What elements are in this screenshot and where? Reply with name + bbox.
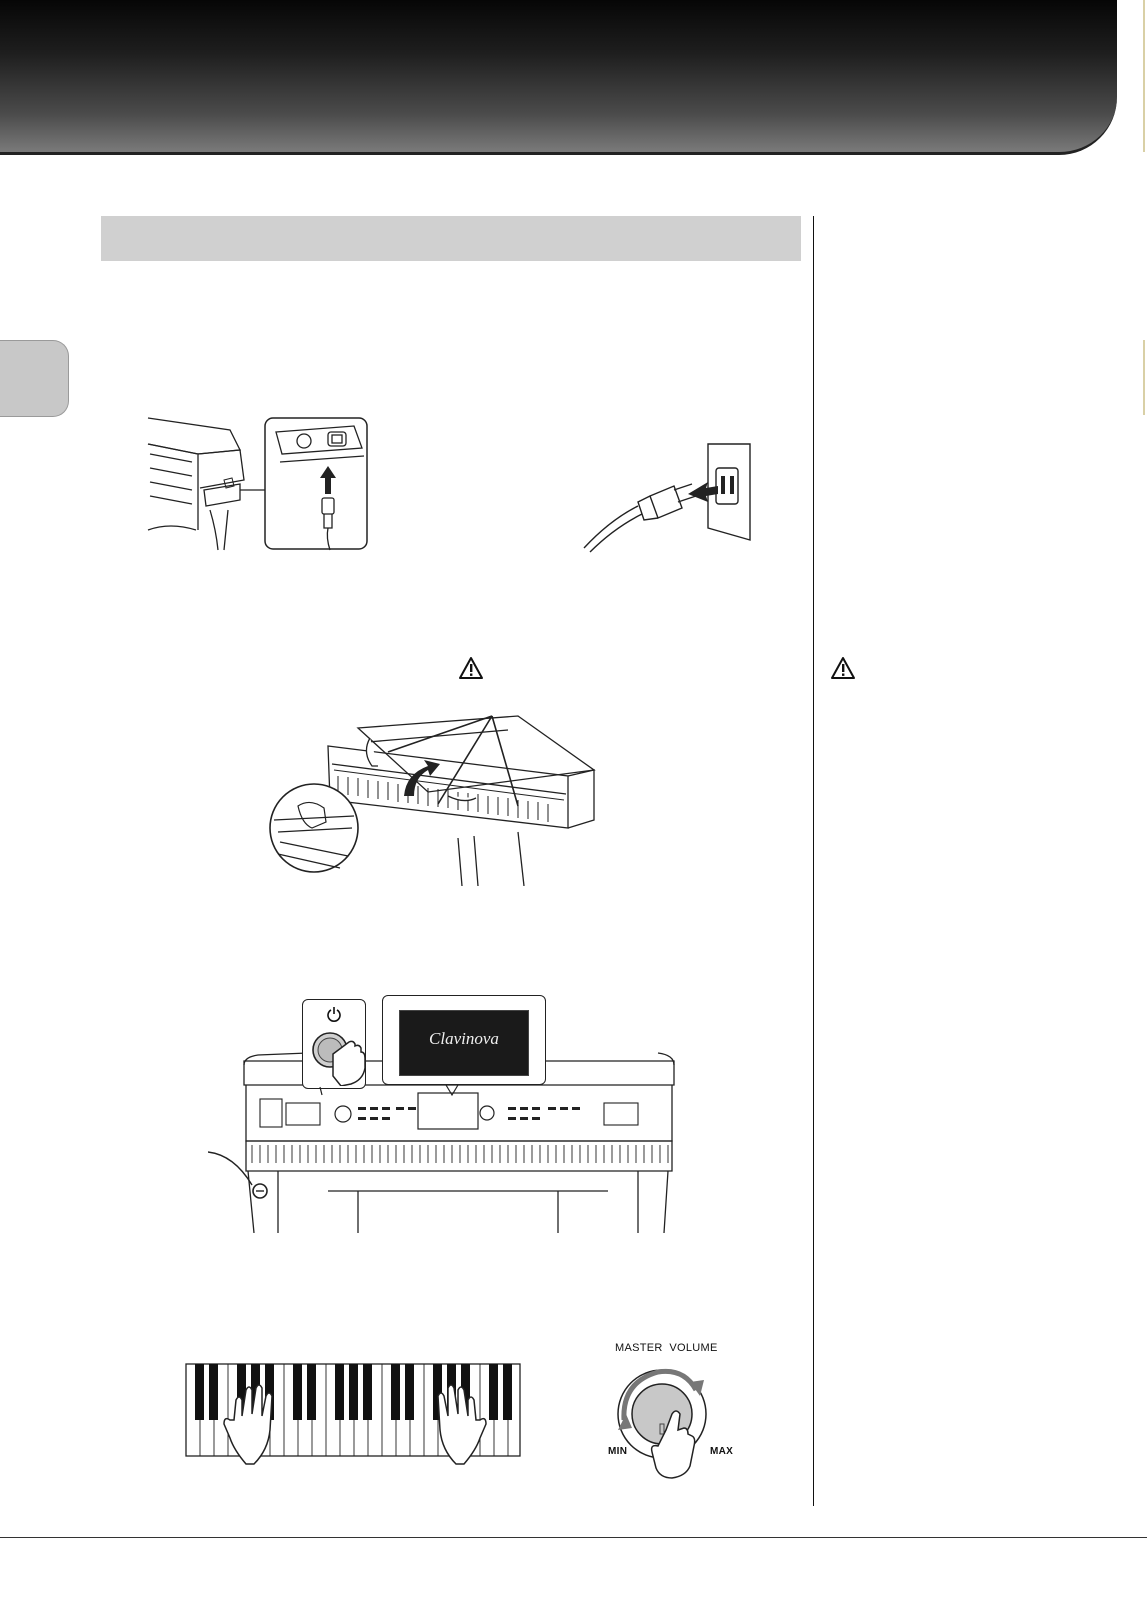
- power-icon: [326, 1006, 342, 1022]
- page-edge-mark-mid: [1143, 340, 1145, 415]
- figure-instrument-power-inlet: [140, 410, 372, 555]
- inlet-detail-callout: [265, 418, 367, 549]
- power-switch-callout: [302, 999, 366, 1089]
- master-volume-label: MASTER VOLUME: [615, 1342, 718, 1354]
- sidebar-divider: [813, 216, 814, 1506]
- footer-rule: [0, 1537, 1147, 1538]
- master-volume-dial[interactable]: [600, 1358, 750, 1482]
- figure-master-volume: [600, 1342, 750, 1482]
- section-heading-bar: [101, 216, 801, 261]
- sidebar-warning-triangle-icon: [830, 656, 856, 680]
- volume-min-label: MIN: [608, 1446, 628, 1457]
- figure-wall-outlet-plug: [580, 440, 760, 555]
- figure-play-keyboard: [184, 1360, 524, 1478]
- display-screen: [399, 1010, 529, 1076]
- volume-max-label: MAX: [710, 1446, 734, 1457]
- figure-front-panel: [208, 995, 694, 1233]
- page-edge-mark-top: [1143, 0, 1145, 152]
- power-switch-button[interactable]: [303, 1024, 365, 1086]
- display-screen-callout: [382, 995, 546, 1085]
- chapter-header-band: [0, 0, 1117, 155]
- chapter-side-tab: [0, 340, 69, 417]
- figure-open-key-cover: [268, 708, 600, 886]
- warning-triangle-icon: [458, 656, 484, 680]
- screen-brand-text: Clavinova: [429, 1029, 499, 1048]
